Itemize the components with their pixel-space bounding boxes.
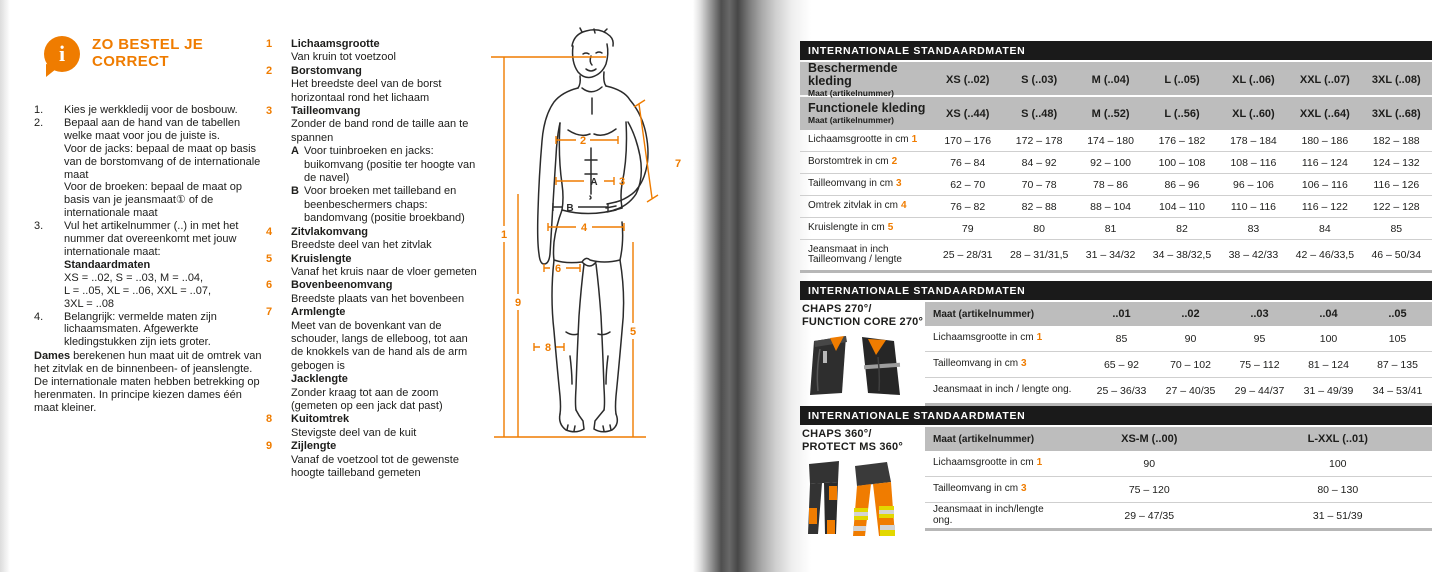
- row-label-cell: [800, 179, 932, 190]
- order-steps: [34, 104, 264, 415]
- size-column-header: XS-M (..00): [1121, 433, 1178, 445]
- header-label-main: Beschermende kleding: [808, 61, 898, 88]
- header-label-cell: [800, 102, 932, 125]
- row-label-cell: [800, 223, 932, 234]
- page-left-edge-shadow: [0, 0, 10, 572]
- size-value-cell: 81 – 124: [1308, 358, 1349, 371]
- row-label-cell: [800, 157, 932, 168]
- order-step: [34, 104, 264, 117]
- size-column-header: XS (..44): [946, 107, 990, 120]
- size-value-cell: 95: [1253, 332, 1266, 345]
- row-label-cell: [800, 201, 932, 212]
- size-value-cell: 31 – 34/32: [1085, 249, 1136, 261]
- size-value-cell: 110 – 116: [1230, 200, 1276, 213]
- chaps360-product-image: [803, 452, 925, 538]
- row-ref-number: 5: [887, 222, 894, 234]
- row-label-cell: [800, 135, 932, 146]
- size-value-cell: 180 – 186: [1301, 134, 1349, 147]
- measurement-extra-title: Jacklengte: [291, 373, 348, 386]
- size-table-header-row: [925, 427, 1432, 451]
- measurement-figure: [486, 26, 698, 450]
- measurement-number: 8: [266, 413, 273, 426]
- measurement-item: [266, 440, 482, 480]
- order-step-text: [64, 117, 264, 220]
- measurement-text: [291, 65, 482, 105]
- ab-labels: [566, 177, 597, 214]
- size-value-cell: 42 – 46/33,5: [1295, 249, 1355, 261]
- order-step-line: Voor de broeken: bepaal de maat op basis van je jeansmaat① of de internationale maat: [64, 181, 242, 220]
- size-value-cell: 38 – 42/33: [1228, 249, 1279, 261]
- measurement-text: [291, 105, 482, 226]
- size-value-cell: 83: [1247, 222, 1260, 235]
- measurement-title: Zijlengte: [291, 440, 337, 453]
- row-label-cell: [925, 484, 1055, 495]
- measurement-subitem-letter: A: [291, 145, 299, 158]
- dames-note-text: berekenen hun maat uit de omtrek van het zitvlak en de binnenbeen- of jeanslengte. De internationale maten hebben betrekking op herenmaten. In principe kiezen dames één maat kleiner.: [34, 350, 262, 414]
- order-step-line: 3XL = ..08: [64, 297, 115, 310]
- chaps270-header-bar: [800, 281, 1432, 300]
- size-value-cell: 31 – 49/39: [1303, 384, 1354, 397]
- measurement-number: 1: [266, 38, 273, 50]
- size-value-cell: 86 – 96: [1164, 178, 1200, 191]
- size-table-row: [925, 326, 1432, 352]
- size-value-cell: 108 – 116: [1230, 156, 1277, 169]
- size-table-row: [800, 240, 1432, 273]
- standard-sizes-header-bar: [800, 41, 1432, 60]
- measurement-title: Armlengte: [291, 306, 346, 319]
- size-column-header: 3XL (..68): [1371, 107, 1421, 120]
- figure-label-4: 4: [580, 222, 588, 234]
- size-value-cell: 176 – 182: [1158, 134, 1206, 147]
- chaps360-title-line1: CHAPS 360°/: [802, 428, 872, 440]
- measurement-item: [266, 279, 482, 306]
- chaps270-title-line2: FUNCTION CORE 270°: [802, 315, 924, 328]
- size-value-cell: 105: [1388, 332, 1407, 345]
- size-column-header: ..04: [1319, 308, 1338, 320]
- measurement-number: 5: [266, 252, 273, 265]
- size-value-cell: 82 – 88: [1021, 200, 1057, 213]
- size-column-header: ..01: [1112, 308, 1131, 320]
- measurement-subitem-text: Voor broeken met tailleband en beenbeschermers chaps: bandomvang (positie broekband): [304, 185, 465, 225]
- header-label-sub: Maat (artikelnummer): [808, 88, 894, 98]
- size-value-cell: 104 – 110: [1159, 200, 1205, 213]
- size-value-cell: 100: [1319, 332, 1338, 345]
- measurement-number: 6: [266, 279, 273, 292]
- row-label-text: Lichaamsgrootte in cm: [933, 457, 1034, 469]
- size-value-cell: 25 – 36/33: [1096, 384, 1147, 397]
- row-ref-number: 4: [901, 200, 907, 212]
- size-value-cell: 29 – 44/37: [1234, 384, 1285, 397]
- size-value-cell: 75 – 112: [1239, 358, 1280, 371]
- figure-label-9: 9: [514, 297, 522, 309]
- size-value-cell: 27 – 40/35: [1165, 384, 1216, 397]
- header-label-sub: Maat (artikelnummer): [808, 115, 894, 125]
- size-table-row: [925, 477, 1432, 503]
- header-label-cell: [800, 62, 932, 98]
- figure-label-b: B: [566, 203, 574, 214]
- row-label-text: Tailleomvang in cm: [933, 483, 1019, 495]
- measurement-number: 9: [266, 440, 273, 453]
- measurement-description: Breedste plaats van het bovenbeen: [291, 292, 465, 305]
- measurement-description: Meet van de bovenkant van de schouder, langs de elleboog, tot aan de knokkels van de hand als de arm gebogen is: [291, 319, 468, 372]
- size-value-cell: 70 – 78: [1021, 178, 1057, 191]
- row-ref-number: 1: [911, 134, 918, 146]
- figure-label-6: 6: [554, 263, 562, 275]
- row-label-cell: [925, 458, 1055, 469]
- size-table-row: [925, 378, 1432, 406]
- measurement-description: Breedste deel van het zitvlak: [291, 239, 432, 252]
- row-label-cell: [925, 333, 1087, 344]
- size-value-cell: 34 – 53/41: [1372, 384, 1423, 397]
- measurement-item: [266, 105, 482, 226]
- size-value-cell: 80: [1033, 222, 1045, 235]
- order-step: [34, 311, 264, 350]
- size-value-cell: 75 – 120: [1128, 483, 1170, 496]
- figure-label-3: 3: [618, 176, 626, 188]
- order-step-number: 4.: [34, 310, 44, 323]
- row-ref-number: 3: [1021, 358, 1027, 370]
- human-outline-drawing: [538, 28, 648, 432]
- size-value-cell: 46 – 50/34: [1371, 249, 1422, 261]
- standard-table-body: [800, 130, 1432, 273]
- size-value-cell: 90: [1184, 332, 1197, 345]
- chaps360-header-bar: [800, 406, 1432, 425]
- chaps360-header-text: INTERNATIONALE STANDAARDMATEN: [808, 409, 1026, 422]
- figure-label-7: 7: [674, 158, 682, 170]
- size-value-cell: 116 – 124: [1301, 156, 1348, 169]
- size-value-cell: 80 – 130: [1317, 483, 1359, 496]
- size-column-header: XXL (..07): [1299, 74, 1350, 86]
- page-title-line2: CORRECT: [92, 53, 169, 70]
- size-value-cell: 172 – 178: [1015, 134, 1063, 147]
- order-step-line: Voor de jacks: bepaal de maat op basis van de borstomvang of de internationale maat: [64, 142, 261, 181]
- order-step-line: Bepaal aan de hand van de tabellen welke maat voor jou de juiste is.: [64, 116, 241, 142]
- chaps270-product-image: [806, 329, 921, 399]
- order-step-number: 1.: [34, 104, 44, 116]
- measurement-title: Zitvlakomvang: [291, 225, 369, 238]
- figure-label-2: 2: [579, 135, 587, 147]
- size-value-cell: 87 – 135: [1377, 358, 1418, 371]
- row-ref-number: 3: [1021, 483, 1027, 495]
- measurement-item: [266, 226, 482, 253]
- measurement-item: [266, 65, 482, 105]
- order-step-line: Standaardmaten: [64, 258, 151, 271]
- row-ref-number: 1: [1036, 457, 1043, 469]
- info-icon: [44, 36, 80, 72]
- chaps360-title-line2: PROTECT MS 360°: [802, 440, 903, 453]
- page-title: [92, 36, 203, 70]
- measurement-item: [266, 306, 482, 413]
- chaps270-header-text: INTERNATIONALE STANDAARDMATEN: [808, 284, 1026, 297]
- measurement-description: Van kruin tot voetzool: [291, 51, 396, 64]
- measurement-subitem-text: Voor tuinbroeken en jacks: buikomvang (positie ter hoogte van de navel): [304, 145, 476, 185]
- size-column-header: M (..52): [1091, 107, 1130, 120]
- row-label-text-line2: Tailleomvang / lengte: [808, 254, 902, 265]
- measurement-title: Bovenbeenomvang: [291, 279, 393, 292]
- measurement-title: Kruislengte: [291, 252, 352, 265]
- measurement-text: [291, 226, 482, 253]
- measurement-extra-description: Zonder kraag tot aan de zoom (gemeten op een jack dat past): [291, 386, 443, 412]
- chaps360-product-title: [802, 428, 903, 453]
- size-table-row: [925, 503, 1432, 531]
- maat-label-cell: Maat (artikelnummer): [933, 433, 1035, 445]
- size-value-cell: 79: [961, 222, 974, 235]
- measurement-description: Vanaf het kruis naar de vloer gemeten: [291, 265, 477, 278]
- row-ref-number: 3: [896, 178, 902, 190]
- size-value-cell: 25 – 28/31: [942, 249, 993, 261]
- book-gutter-shadow: [693, 0, 811, 572]
- size-value-cell: 28 – 31/31,5: [1009, 249, 1069, 261]
- row-label-text: Tailleomvang in cm: [808, 178, 894, 190]
- maat-label-cell: Maat (artikelnummer): [933, 308, 1035, 320]
- size-table-header-row: [800, 97, 1432, 130]
- size-value-cell: 92 – 100: [1090, 156, 1131, 169]
- size-table-header-row: [800, 61, 1432, 98]
- measurement-subitem-letter: B: [291, 185, 299, 198]
- order-step: [34, 117, 264, 220]
- row-label-cell: [925, 505, 1055, 526]
- size-table-row: [800, 196, 1432, 218]
- size-column-header: 3XL (..08): [1371, 74, 1421, 86]
- size-column-header: S (..03): [1021, 74, 1058, 86]
- row-label-text: Kruislengte in cm: [808, 222, 885, 234]
- size-value-cell: 70 – 102: [1170, 358, 1211, 371]
- size-column-header: XXL (..64): [1299, 107, 1350, 120]
- order-step-text: [64, 104, 264, 117]
- size-value-cell: 81: [1104, 222, 1117, 235]
- size-value-cell: 174 – 180: [1087, 134, 1134, 147]
- dames-note: [34, 350, 264, 415]
- standard-sizes-header-text: INTERNATIONALE STANDAARDMATEN: [808, 44, 1026, 57]
- size-value-cell: 88 – 104: [1090, 200, 1131, 213]
- measurement-title: Borstomvang: [291, 64, 362, 77]
- row-label-text: Jeansmaat in inch: [808, 243, 889, 255]
- size-table-row: [925, 451, 1432, 477]
- measurement-item: [266, 413, 482, 440]
- chaps270-title-line1: CHAPS 270°/: [802, 303, 872, 315]
- measurement-definitions: [266, 38, 482, 480]
- row-label-text: Omtrek zitvlak in cm: [808, 200, 899, 212]
- row-label-text: Lichaamsgrootte in cm: [808, 134, 909, 146]
- row-label-text: Jeansmaat in inch/lengte ong.: [933, 504, 1044, 526]
- size-value-cell: 178 – 184: [1230, 134, 1277, 147]
- measurement-text: [291, 38, 482, 65]
- row-ref-number: 2: [891, 156, 898, 168]
- size-value-cell: 124 – 132: [1372, 156, 1420, 169]
- size-value-cell: 34 – 38/32,5: [1152, 249, 1212, 261]
- size-column-header: L (..56): [1164, 107, 1200, 120]
- size-column-header: XL (..60): [1232, 107, 1275, 120]
- size-value-cell: 76 – 84: [950, 156, 986, 169]
- order-step-number: 3.: [34, 220, 44, 233]
- measurement-number: 3: [266, 105, 273, 118]
- row-label-cell: [925, 385, 1087, 396]
- size-column-header: XS (..02): [946, 74, 990, 86]
- size-table-row: [800, 174, 1432, 196]
- measurement-text: [291, 306, 482, 413]
- size-value-cell: 85: [1115, 332, 1128, 345]
- row-label-text: Borstomtrek in cm: [808, 156, 889, 168]
- measurement-subitem: [291, 145, 482, 185]
- size-value-cell: 76 – 82: [950, 200, 986, 213]
- waistband-line: [553, 203, 608, 211]
- figure-label-1: 1: [500, 229, 508, 241]
- measurement-item: [266, 38, 482, 65]
- measurement-number: 2: [266, 64, 273, 77]
- measurement-text: [291, 253, 482, 280]
- order-steps-list: [34, 104, 264, 349]
- measurement-description: Zonder de band rond de taille aan te spannen: [291, 118, 469, 144]
- size-value-cell: 78 – 86: [1093, 178, 1129, 191]
- measurement-text: [291, 440, 482, 480]
- size-value-cell: 170 – 176: [944, 134, 992, 147]
- size-value-cell: 84 – 92: [1021, 156, 1057, 169]
- measurement-description: Vanaf de voetzool tot de gewenste hoogte tailleband gemeten: [291, 453, 459, 479]
- measurement-title: Kuitomtrek: [291, 413, 350, 426]
- measurement-description: Stevigste deel van de kuit: [291, 426, 417, 439]
- order-step-text: [64, 220, 264, 310]
- size-table-header-row: [925, 302, 1432, 326]
- order-step-number: 2.: [34, 116, 44, 129]
- header-label-main: Functionele kleding: [808, 101, 926, 115]
- size-column-header: ..02: [1181, 308, 1200, 320]
- order-step-line: L = ..05, XL = ..06, XXL = ..07,: [64, 284, 212, 297]
- size-value-cell: 116 – 122: [1301, 200, 1348, 213]
- size-value-cell: 182 – 188: [1372, 134, 1420, 147]
- figure-label-a: A: [590, 177, 598, 188]
- size-table-row: [925, 352, 1432, 378]
- measurement-subitem: [291, 185, 482, 225]
- size-column-header: S (..48): [1021, 107, 1058, 120]
- size-value-cell: 65 – 92: [1103, 358, 1140, 371]
- measurement-text: [291, 279, 482, 306]
- size-column-header: M (..04): [1091, 74, 1130, 86]
- standard-table-header: [800, 62, 1432, 132]
- figure-label-5: 5: [629, 326, 637, 338]
- measurement-text: [291, 413, 482, 440]
- size-column-header: L-XXL (..01): [1307, 433, 1368, 445]
- chaps270-product-title: [802, 303, 923, 328]
- figure-label-8: 8: [544, 342, 552, 354]
- row-ref-number: 1: [1036, 332, 1043, 344]
- size-column-header: ..05: [1388, 308, 1407, 320]
- info-icon-glyph: i: [58, 41, 66, 66]
- size-value-cell: 85: [1390, 222, 1403, 235]
- order-step-line: XS = ..02, S = ..03, M = ..04,: [64, 271, 204, 284]
- row-label-cell: [925, 359, 1087, 370]
- size-value-cell: 84: [1319, 222, 1331, 235]
- order-step-line: Kies je werkkledij voor de bosbouw.: [64, 104, 238, 116]
- row-label-text: Lichaamsgrootte in cm: [933, 332, 1034, 344]
- size-table-row: [800, 130, 1432, 152]
- size-column-header: L (..05): [1164, 74, 1200, 86]
- size-value-cell: 31 – 51/39: [1312, 509, 1363, 522]
- measurement-title: Lichaamsgrootte: [291, 38, 380, 50]
- dimension-lines: [491, 57, 658, 437]
- size-column-header: ..03: [1250, 308, 1269, 320]
- size-value-cell: 29 – 47/35: [1124, 509, 1175, 522]
- size-value-cell: 90: [1143, 457, 1156, 470]
- size-value-cell: 122 – 128: [1372, 200, 1420, 213]
- order-step-line: Belangrijk: vermelde maten zijn lichaamsmaten. Afgewerkte kledingstukken zijn iets groter.: [64, 310, 217, 349]
- row-label-text: Jeansmaat in inch / lengte ong.: [933, 384, 1072, 396]
- order-step-text: [64, 311, 264, 350]
- row-label-text: Tailleomvang in cm: [933, 358, 1019, 370]
- size-value-cell: 82: [1176, 222, 1188, 235]
- size-value-cell: 62 – 70: [950, 178, 986, 191]
- measurement-title: Tailleomvang: [291, 105, 361, 118]
- size-column-header: XL (..06): [1232, 74, 1275, 86]
- measurement-number: 7: [266, 306, 273, 319]
- page-title-line1: ZO BESTEL JE: [92, 36, 204, 53]
- size-table-row: [800, 152, 1432, 174]
- measurement-item: [266, 253, 482, 280]
- order-step: [34, 220, 264, 310]
- chaps270-table: [925, 302, 1432, 406]
- size-value-cell: 100: [1328, 457, 1347, 470]
- size-value-cell: 96 – 106: [1232, 178, 1274, 191]
- size-table-row: [800, 218, 1432, 240]
- chaps360-table: [925, 427, 1432, 531]
- size-value-cell: 116 – 126: [1373, 178, 1420, 191]
- measurement-number: 4: [266, 225, 273, 238]
- order-step-line: Vul het artikelnummer (..) in met het nummer dat overeenkomt met jouw internationale maat:: [64, 220, 239, 258]
- row-label-cell: [800, 245, 932, 266]
- measurement-description: Het breedste deel van de borst horizontaal rond het lichaam: [291, 78, 442, 104]
- dames-note-lead: Dames: [34, 350, 71, 363]
- size-value-cell: 100 – 108: [1158, 156, 1206, 169]
- size-value-cell: 106 – 116: [1301, 178, 1348, 191]
